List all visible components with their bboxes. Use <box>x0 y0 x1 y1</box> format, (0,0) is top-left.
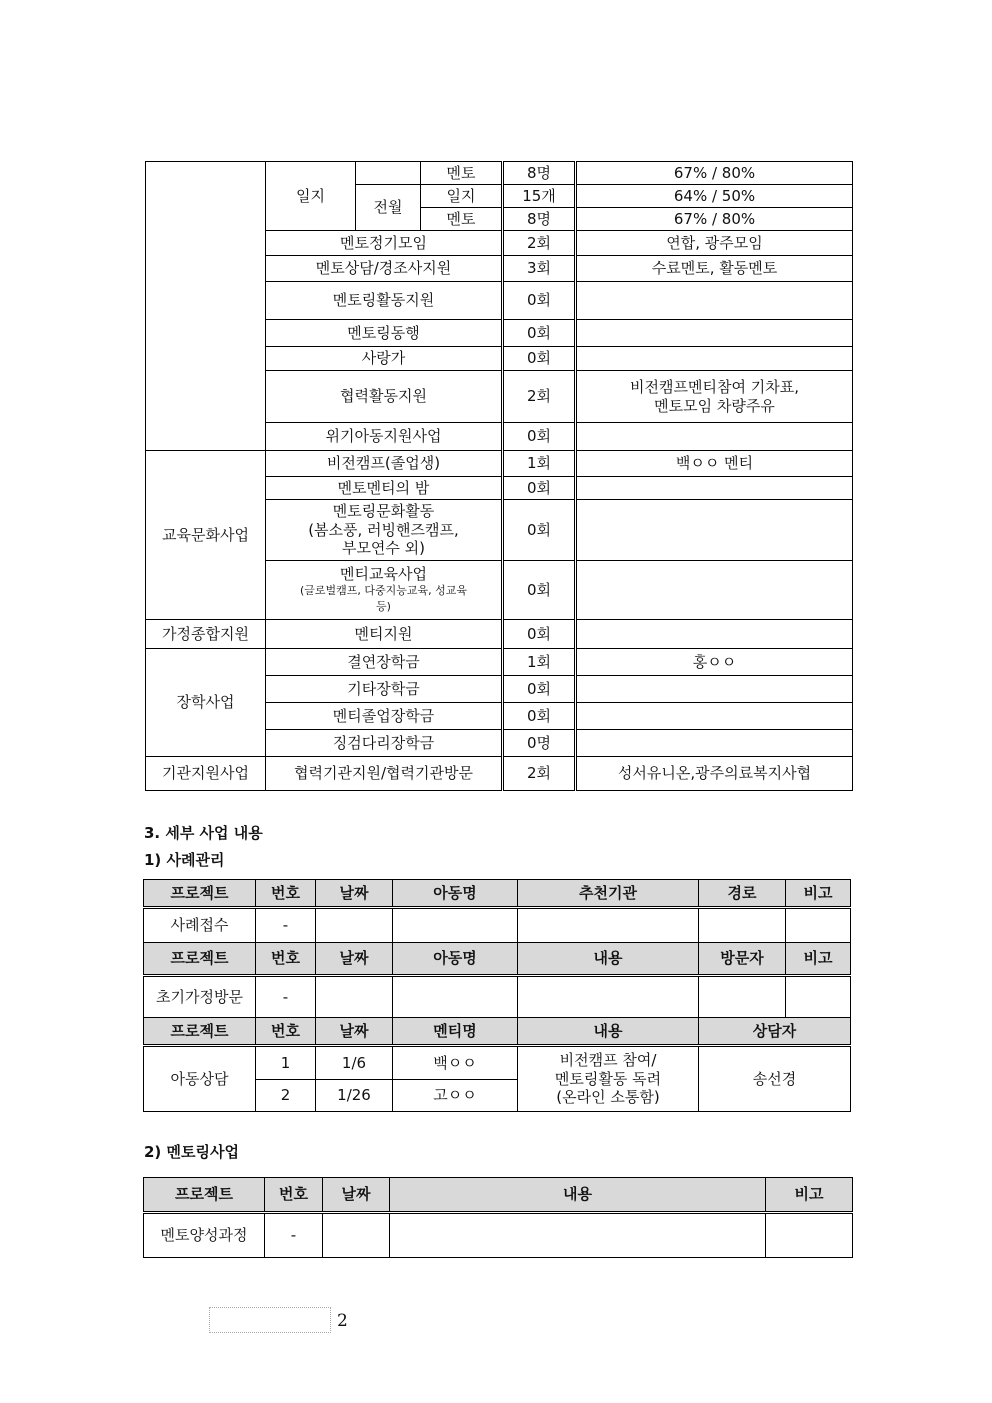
header-no: 번호 <box>256 943 316 976</box>
row-count: 0회 <box>503 561 576 620</box>
row-note <box>576 347 853 371</box>
row-counselor: 송선경 <box>699 1046 851 1112</box>
row-note: 수료멘토, 활동멘토 <box>576 256 853 282</box>
row-name: 멘토정기모임 <box>266 231 503 256</box>
header-content: 내용 <box>518 1018 699 1046</box>
header-project: 프로젝트 <box>144 880 256 908</box>
row-note <box>576 730 853 757</box>
empty-cell <box>390 1213 766 1258</box>
name-line: 멘토링문화활동 <box>332 501 435 520</box>
row-name: 협력활동지원 <box>266 371 503 423</box>
header-date: 날짜 <box>316 1018 393 1046</box>
row-content <box>518 1046 699 1112</box>
empty-cell <box>786 976 851 1018</box>
row-name <box>266 561 503 620</box>
header-project: 프로젝트 <box>144 943 256 976</box>
row-note: 연합, 광주모임 <box>576 231 853 256</box>
row-count: 15개 <box>503 185 576 208</box>
row-note: 백ㅇㅇ 멘티 <box>576 451 853 477</box>
sub2-title: 2) 멘토링사업 <box>144 1143 239 1161</box>
content-line: (온라인 소통함) <box>556 1088 660 1107</box>
category-edu: 교육문화사업 <box>146 451 266 620</box>
name-line: (봄소풍, 러빙핸즈캠프, <box>308 520 459 539</box>
row-count: 8명 <box>503 208 576 231</box>
header-no: 번호 <box>265 1178 323 1213</box>
row-no: - <box>256 976 316 1018</box>
header-date: 날짜 <box>323 1178 390 1213</box>
row-count: 1회 <box>503 451 576 477</box>
row-date: 1/26 <box>316 1080 393 1112</box>
row-name: 협력기관지원/협력기관방문 <box>266 757 503 791</box>
header-remark: 비고 <box>786 943 851 976</box>
note-line: 비전캠프멘티참여 기차표, <box>630 377 799 396</box>
row-note: 홍ㅇㅇ <box>576 649 853 676</box>
header-project: 프로젝트 <box>144 1178 265 1213</box>
header-date: 날짜 <box>316 880 393 908</box>
row-no: 1 <box>256 1046 316 1080</box>
row-name: 비전캠프(졸업생) <box>266 451 503 477</box>
category-family: 가정종합지원 <box>146 620 266 649</box>
empty-cell <box>766 1213 853 1258</box>
row-note <box>576 561 853 620</box>
row-note <box>576 371 853 423</box>
row-date: 1/6 <box>316 1046 393 1080</box>
row-count: 0회 <box>503 320 576 347</box>
row-count: 3회 <box>503 256 576 282</box>
row-project: 아동상담 <box>144 1046 256 1112</box>
content-line: 비전캠프 참여/ <box>559 1050 657 1069</box>
row-count: 0회 <box>503 703 576 730</box>
blank-cell <box>356 162 421 185</box>
row-name: 기타장학금 <box>266 676 503 703</box>
empty-cell <box>699 976 786 1018</box>
row-name: 멘토링활동지원 <box>266 282 503 320</box>
header-remark: 비고 <box>766 1178 853 1213</box>
category-scholar: 장학사업 <box>146 649 266 757</box>
row-count: 0회 <box>503 500 576 561</box>
header-child: 아동명 <box>393 943 518 976</box>
empty-cell <box>316 976 393 1018</box>
row-mentee: 백ㅇㅇ <box>393 1046 518 1080</box>
note-line: 멘토모임 차량주유 <box>654 396 775 415</box>
row-count: 0회 <box>503 620 576 649</box>
row-note <box>576 320 853 347</box>
row-no: 2 <box>256 1080 316 1112</box>
header-route: 경로 <box>699 880 786 908</box>
row-count: 0명 <box>503 730 576 757</box>
row-count: 0회 <box>503 347 576 371</box>
empty-cell <box>393 976 518 1018</box>
name-line: 멘티교육사업 <box>340 564 427 583</box>
row-count: 2회 <box>503 757 576 791</box>
row-note <box>576 620 853 649</box>
category-cell-empty <box>146 162 266 451</box>
empty-cell <box>786 908 851 943</box>
row-type: 멘토 <box>421 162 503 185</box>
footer-box <box>209 1307 331 1333</box>
row-note <box>576 676 853 703</box>
row-no: - <box>265 1213 323 1258</box>
row-note <box>576 282 853 320</box>
row-note <box>576 500 853 561</box>
category-org: 기관지원사업 <box>146 757 266 791</box>
row-name: 결연장학금 <box>266 649 503 676</box>
header-visitor: 방문자 <box>699 943 786 976</box>
row-note <box>576 423 853 451</box>
empty-cell <box>518 976 699 1018</box>
row-mentee: 고ㅇㅇ <box>393 1080 518 1112</box>
name-line: 등) <box>376 600 391 614</box>
header-content: 내용 <box>518 943 699 976</box>
page-number: 2 <box>337 1311 348 1331</box>
row-name: 사랑가 <box>266 347 503 371</box>
empty-cell <box>393 908 518 943</box>
row-count: 0회 <box>503 477 576 500</box>
row-name: 징검다리장학금 <box>266 730 503 757</box>
row-count: 0회 <box>503 423 576 451</box>
header-child: 아동명 <box>393 880 518 908</box>
row-note: 64% / 50% <box>576 185 853 208</box>
row-name: 멘토멘티의 밤 <box>266 477 503 500</box>
row-count: 1회 <box>503 649 576 676</box>
empty-cell <box>316 908 393 943</box>
row-name: 멘티졸업장학금 <box>266 703 503 730</box>
row-name: 멘토상담/경조사지원 <box>266 256 503 282</box>
header-counselor: 상담자 <box>699 1018 851 1046</box>
header-content: 내용 <box>390 1178 766 1213</box>
summary-table <box>145 161 853 791</box>
jeonwol-label: 전월 <box>356 185 421 231</box>
empty-cell <box>323 1213 390 1258</box>
sub1-title: 1) 사례관리 <box>144 851 225 869</box>
row-name: 멘티지원 <box>266 620 503 649</box>
header-project: 프로젝트 <box>144 1018 256 1046</box>
header-no: 번호 <box>256 880 316 908</box>
header-mentee: 멘티명 <box>393 1018 518 1046</box>
row-note: 67% / 80% <box>576 208 853 231</box>
row-note <box>576 477 853 500</box>
header-no: 번호 <box>256 1018 316 1046</box>
name-line: 부모연수 외) <box>341 539 426 558</box>
header-date: 날짜 <box>316 943 393 976</box>
row-project: 사례접수 <box>144 908 256 943</box>
row-project: 멘토양성과정 <box>144 1213 265 1258</box>
row-count: 8명 <box>503 162 576 185</box>
ilji-label: 일지 <box>266 162 356 231</box>
header-remark: 비고 <box>786 880 851 908</box>
header-agency: 추천기관 <box>518 880 699 908</box>
row-name: 위기아동지원사업 <box>266 423 503 451</box>
name-line: (글로벌캠프, 다중지능교육, 성교육 <box>299 584 468 598</box>
row-note <box>576 703 853 730</box>
section3-title: 3. 세부 사업 내용 <box>144 824 263 842</box>
row-no: - <box>256 908 316 943</box>
empty-cell <box>518 908 699 943</box>
row-note: 67% / 80% <box>576 162 853 185</box>
case-table <box>143 879 851 1112</box>
row-name: 멘토링동행 <box>266 320 503 347</box>
row-type: 일지 <box>421 185 503 208</box>
row-count: 0회 <box>503 676 576 703</box>
mentoring-table <box>143 1177 853 1258</box>
row-type: 멘토 <box>421 208 503 231</box>
row-count: 0회 <box>503 282 576 320</box>
row-count: 2회 <box>503 371 576 423</box>
content-line: 멘토링활동 독려 <box>554 1069 662 1088</box>
empty-cell <box>699 908 786 943</box>
row-note: 성서유니온,광주의료복지사협 <box>576 757 853 791</box>
row-project: 초기가정방문 <box>144 976 256 1018</box>
row-name <box>266 500 503 561</box>
row-count: 2회 <box>503 231 576 256</box>
